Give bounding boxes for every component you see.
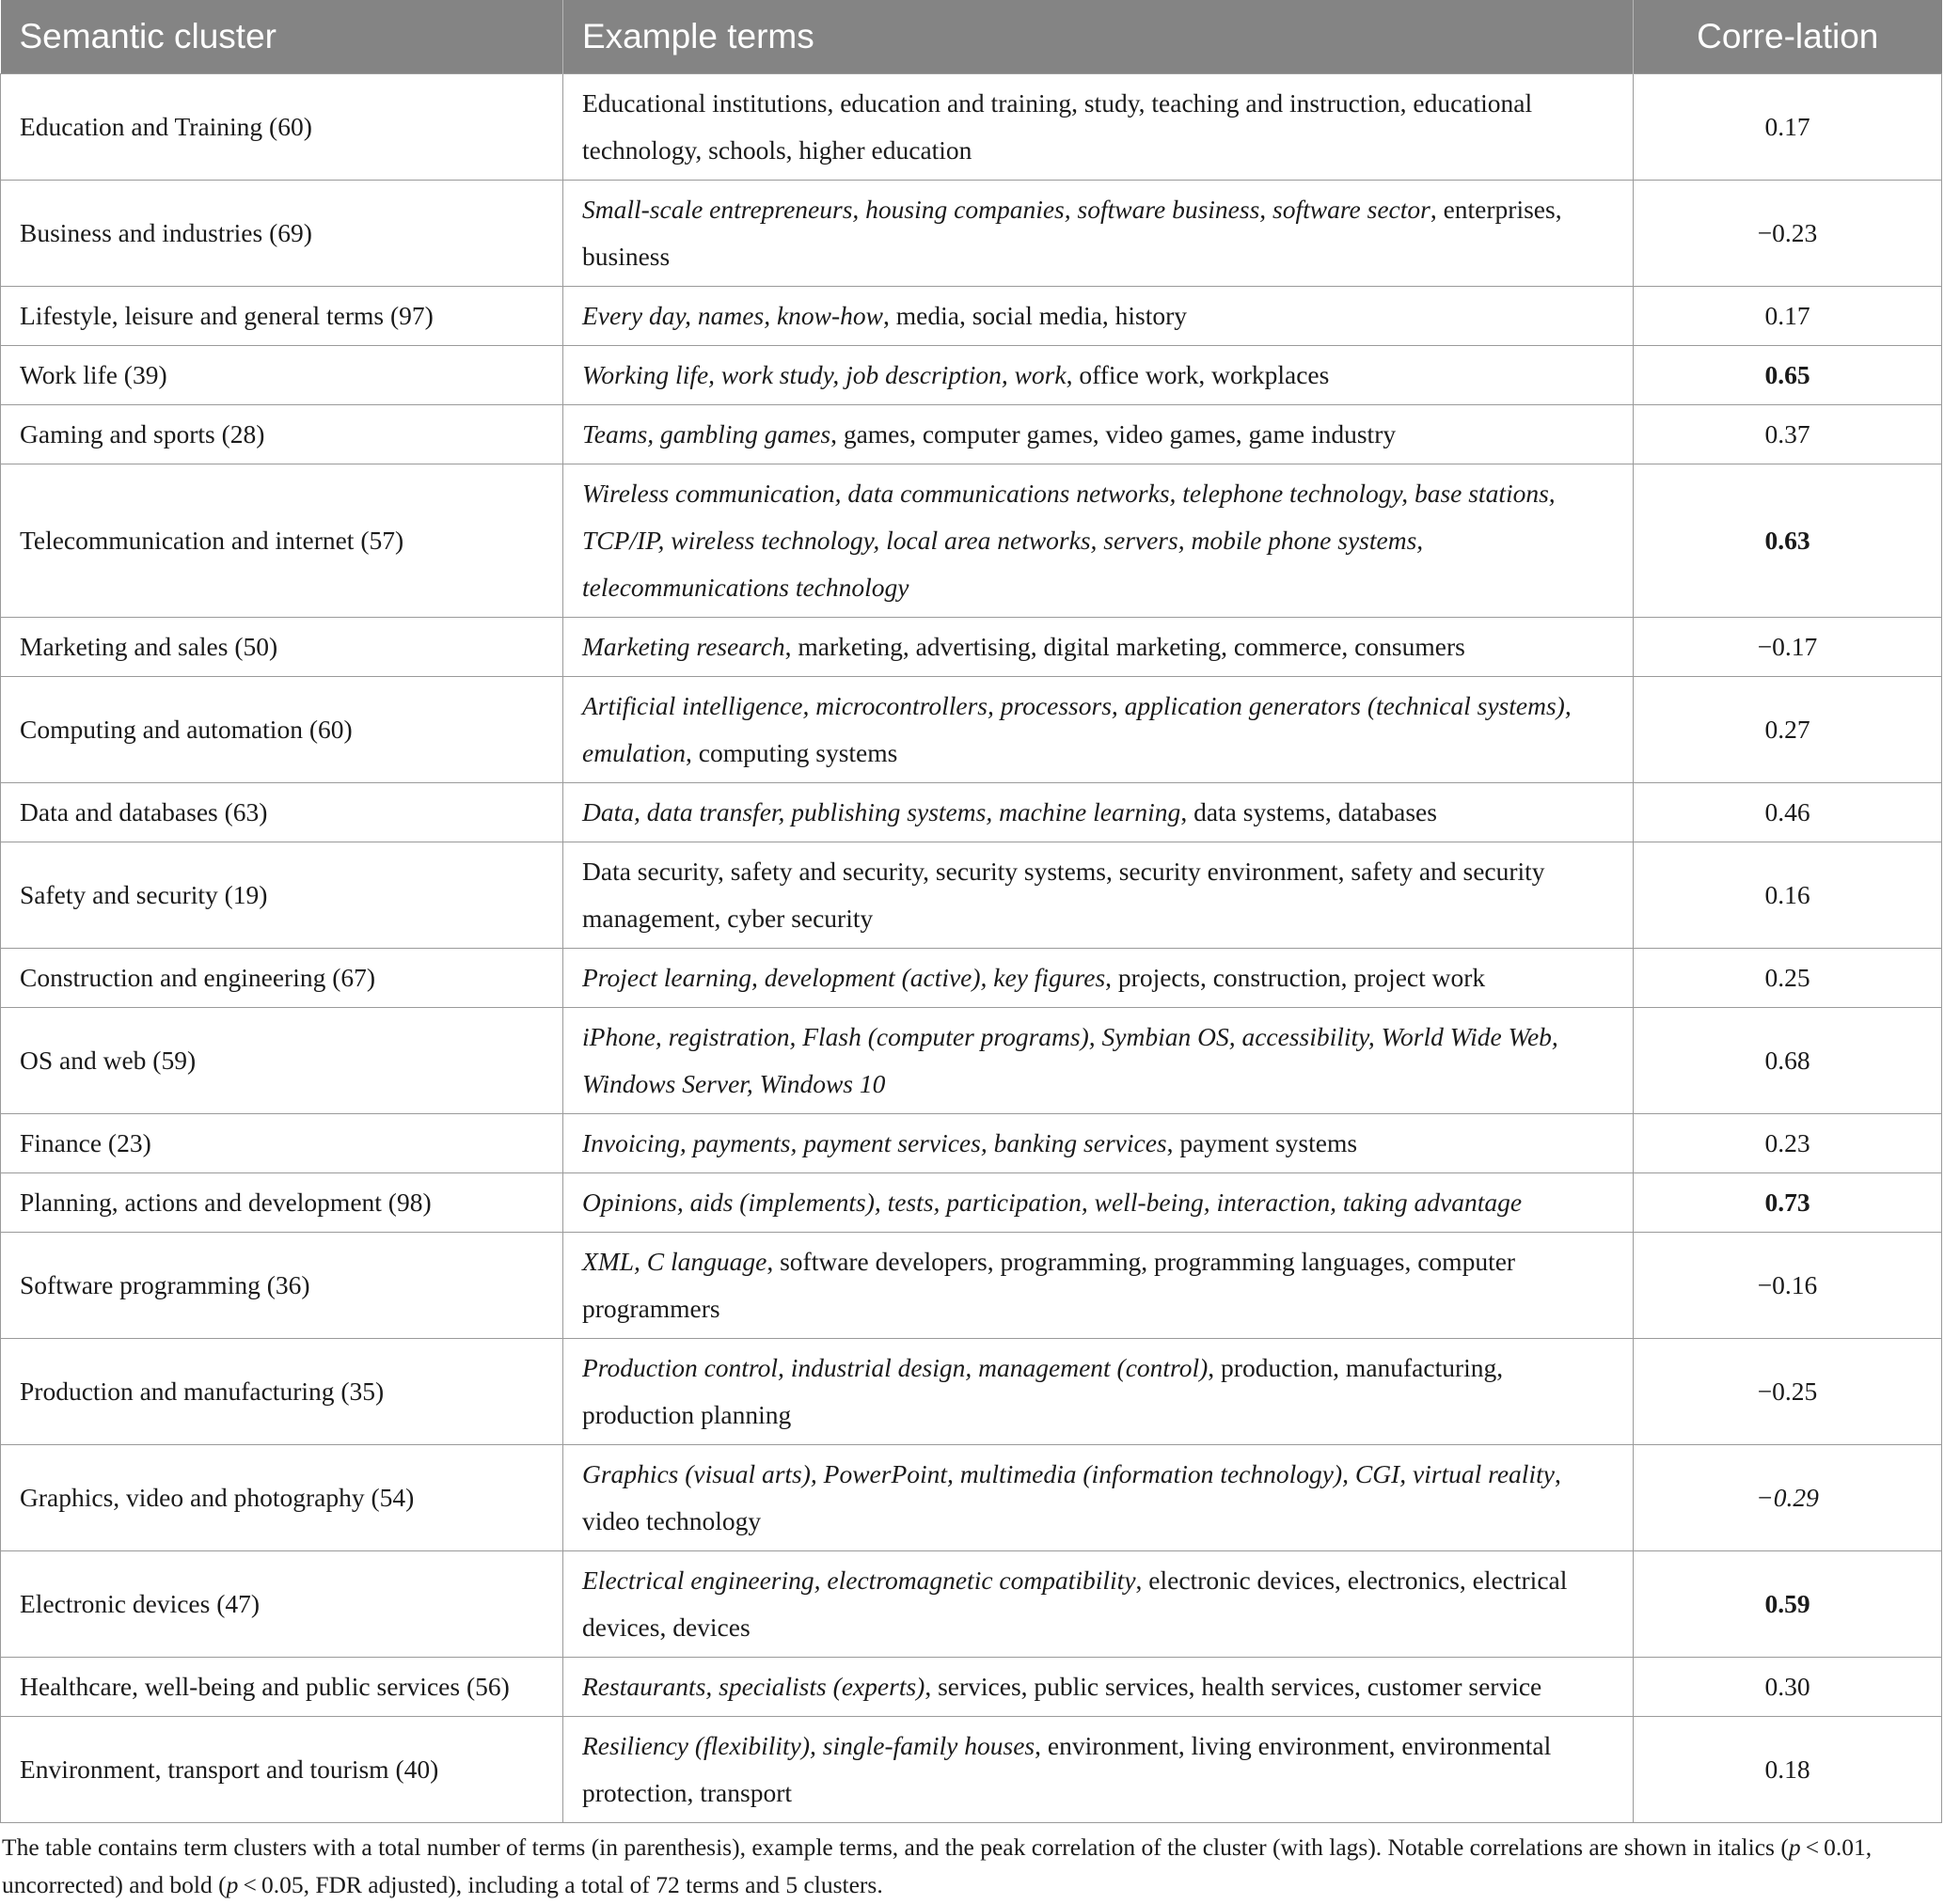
correlation-cell: 0.23: [1634, 1114, 1942, 1173]
correlation-cell: 0.37: [1634, 405, 1942, 464]
table-row: [1, 74, 1942, 181]
table-row: [1, 346, 1942, 405]
terms-cell: [563, 346, 1634, 405]
terms-cell: [563, 287, 1634, 346]
correlation-cell: −0.17: [1634, 618, 1942, 677]
cluster-cell: Education and Training (60): [1, 74, 563, 181]
correlation-cell: 0.27: [1634, 677, 1942, 783]
cluster-cell: Graphics, video and photography (54): [1, 1445, 563, 1551]
table-row: [1, 949, 1942, 1008]
correlation-cell: 0.16: [1634, 842, 1942, 949]
terms-segment: , enterprises, business: [582, 195, 1562, 271]
terms-italic-segment: Artificial intelligence, microcontrollers, processors, application generators (technical systems), emulation: [582, 691, 1572, 767]
cluster-cell: Production and manufacturing (35): [1, 1339, 563, 1445]
header-example-terms: Example terms: [563, 0, 1634, 74]
terms-segment: , payment systems: [1166, 1128, 1358, 1157]
correlation-cell: 0.18: [1634, 1717, 1942, 1823]
terms-italic-segment: XML, C language: [582, 1247, 767, 1276]
table-row: [1, 1173, 1942, 1233]
terms-italic-segment: Teams, gambling games: [582, 419, 831, 448]
cluster-cell: Safety and security (19): [1, 842, 563, 949]
terms-cell: [563, 618, 1634, 677]
cluster-cell: Marketing and sales (50): [1, 618, 563, 677]
correlation-cell: 0.68: [1634, 1008, 1942, 1114]
header-semantic-cluster: Semantic cluster: [1, 0, 563, 74]
table-row: [1, 842, 1942, 949]
table-body: [1, 74, 1942, 1823]
correlation-cell: −0.25: [1634, 1339, 1942, 1445]
terms-italic-segment: Restaurants, specialists (experts): [582, 1672, 925, 1701]
terms-segment: , electronic devices, electronics, electrical devices, devices: [582, 1566, 1568, 1642]
terms-italic-segment: Resiliency (flexibility), single-family houses: [582, 1731, 1035, 1760]
terms-segment: , computing systems: [686, 738, 898, 767]
terms-italic-segment: Graphics (visual arts), PowerPoint, multimedia (information technology), CGI, virtual reality: [582, 1459, 1555, 1488]
table-row: [1, 1658, 1942, 1717]
table-row: [1, 1008, 1942, 1114]
cluster-cell: Software programming (36): [1, 1233, 563, 1339]
terms-cell: [563, 783, 1634, 842]
correlation-cell: 0.59: [1634, 1551, 1942, 1658]
table-row: [1, 1445, 1942, 1551]
table-footnote: [0, 1823, 1941, 1904]
terms-segment: Educational institutions, education and training, study, teaching and instruction, educational technology, schools, higher education: [582, 88, 1533, 165]
terms-italic-segment: Marketing research: [582, 632, 785, 661]
terms-segment: , data systems, databases: [1180, 797, 1437, 826]
terms-segment: , projects, construction, project work: [1105, 963, 1486, 992]
table-row: [1, 405, 1942, 464]
terms-cell: [563, 405, 1634, 464]
correlation-cell: −0.16: [1634, 1233, 1942, 1339]
terms-segment: , marketing, advertising, digital marketing, commerce, consumers: [784, 632, 1465, 661]
cluster-cell: Healthcare, well-being and public services (56): [1, 1658, 563, 1717]
terms-italic-segment: Production control, industrial design, management (control): [582, 1353, 1209, 1382]
footnote-segment: < 0.01, uncorrected) and bold (: [2, 1833, 1873, 1898]
terms-cell: [563, 1339, 1634, 1445]
terms-segment: , office work, workplaces: [1066, 360, 1330, 389]
correlation-cell: −0.29: [1634, 1445, 1942, 1551]
cluster-cell: Electronic devices (47): [1, 1551, 563, 1658]
terms-segment: Data security, safety and security, security systems, security environment, safety and security management, cyber security: [582, 857, 1545, 933]
cluster-cell: Environment, transport and tourism (40): [1, 1717, 563, 1823]
terms-cell: [563, 74, 1634, 181]
table-row: [1, 1233, 1942, 1339]
terms-segment: , services, public services, health services, customer service: [925, 1672, 1542, 1701]
terms-cell: [563, 1551, 1634, 1658]
terms-cell: [563, 677, 1634, 783]
terms-cell: [563, 1114, 1634, 1173]
terms-cell: [563, 1173, 1634, 1233]
terms-segment: , video technology: [582, 1459, 1561, 1535]
table-row: [1, 287, 1942, 346]
table-row: [1, 1339, 1942, 1445]
terms-italic-segment: Wireless communication, data communications networks, telephone technology, base stations, TCP/IP, wireless technology, local area networks, servers, mobile phone systems, telecommunications technology: [582, 479, 1556, 602]
terms-cell: [563, 949, 1634, 1008]
correlation-cell: 0.63: [1634, 464, 1942, 618]
correlation-cell: 0.46: [1634, 783, 1942, 842]
terms-italic-segment: Every day, names, know-how: [582, 301, 883, 330]
terms-cell: [563, 1445, 1634, 1551]
footnote-italic-segment: p: [1788, 1833, 1801, 1861]
terms-cell: [563, 842, 1634, 949]
terms-italic-segment: Electrical engineering, electromagnetic compatibility: [582, 1566, 1136, 1595]
terms-italic-segment: Invoicing, payments, payment services, banking services: [582, 1128, 1167, 1157]
table-row: [1, 677, 1942, 783]
table-row: [1, 181, 1942, 287]
correlation-cell: 0.73: [1634, 1173, 1942, 1233]
header-row: [1, 0, 1942, 74]
terms-segment: , software developers, programming, programming languages, computer programmers: [582, 1247, 1516, 1323]
cluster-cell: Telecommunication and internet (57): [1, 464, 563, 618]
table-header: [1, 0, 1942, 74]
table-row: [1, 618, 1942, 677]
cluster-cell: Gaming and sports (28): [1, 405, 563, 464]
cluster-cell: Finance (23): [1, 1114, 563, 1173]
terms-segment: , media, social media, history: [883, 301, 1188, 330]
table-row: [1, 1717, 1942, 1823]
terms-segment: , environment, living environment, environmental protection, transport: [582, 1731, 1552, 1807]
terms-italic-segment: Working life, work study, job description, work: [582, 360, 1067, 389]
correlation-cell: −0.23: [1634, 181, 1942, 287]
terms-cell: [563, 181, 1634, 287]
table-row: [1, 464, 1942, 618]
table-row: [1, 783, 1942, 842]
terms-italic-segment: iPhone, registration, Flash (computer programs), Symbian OS, accessibility, World Wide Web, Windows Server, Windows 10: [582, 1022, 1558, 1098]
terms-italic-segment: Project learning, development (active), key figures: [582, 963, 1106, 992]
cluster-cell: Work life (39): [1, 346, 563, 405]
footnote-italic-segment: p: [226, 1871, 239, 1898]
header-correlation: Corre-lation: [1634, 0, 1942, 74]
footnote-segment: < 0.05, FDR adjusted), including a total of 72 terms and 5 clusters.: [238, 1871, 883, 1898]
correlation-cell: 0.17: [1634, 287, 1942, 346]
terms-segment: , games, computer games, video games, game industry: [830, 419, 1397, 448]
correlation-cell: 0.25: [1634, 949, 1942, 1008]
terms-cell: [563, 464, 1634, 618]
terms-cell: [563, 1658, 1634, 1717]
terms-cell: [563, 1008, 1634, 1114]
correlation-cell: 0.65: [1634, 346, 1942, 405]
cluster-cell: Lifestyle, leisure and general terms (97): [1, 287, 563, 346]
correlation-cell: 0.17: [1634, 74, 1942, 181]
cluster-cell: Planning, actions and development (98): [1, 1173, 563, 1233]
correlation-cell: 0.30: [1634, 1658, 1942, 1717]
table-row: [1, 1114, 1942, 1173]
cluster-cell: OS and web (59): [1, 1008, 563, 1114]
terms-italic-segment: Small-scale entrepreneurs, housing companies, software business, software sector: [582, 195, 1430, 224]
table-row: [1, 1551, 1942, 1658]
terms-cell: [563, 1233, 1634, 1339]
cluster-cell: Business and industries (69): [1, 181, 563, 287]
terms-cell: [563, 1717, 1634, 1823]
footnote-segment: The table contains term clusters with a total number of terms (in parenthesis), example terms, and the peak correlation of the cluster (with lags). Notable correlations are shown in italics (: [2, 1833, 1789, 1861]
terms-segment: , production, manufacturing, production planning: [582, 1353, 1504, 1429]
cluster-cell: Computing and automation (60): [1, 677, 563, 783]
cluster-cell: Data and databases (63): [1, 783, 563, 842]
terms-italic-segment: Opinions, aids (implements), tests, participation, well-being, interaction, taking advantage: [582, 1188, 1523, 1217]
cluster-cell: Construction and engineering (67): [1, 949, 563, 1008]
terms-italic-segment: Data, data transfer, publishing systems, machine learning: [582, 797, 1181, 826]
